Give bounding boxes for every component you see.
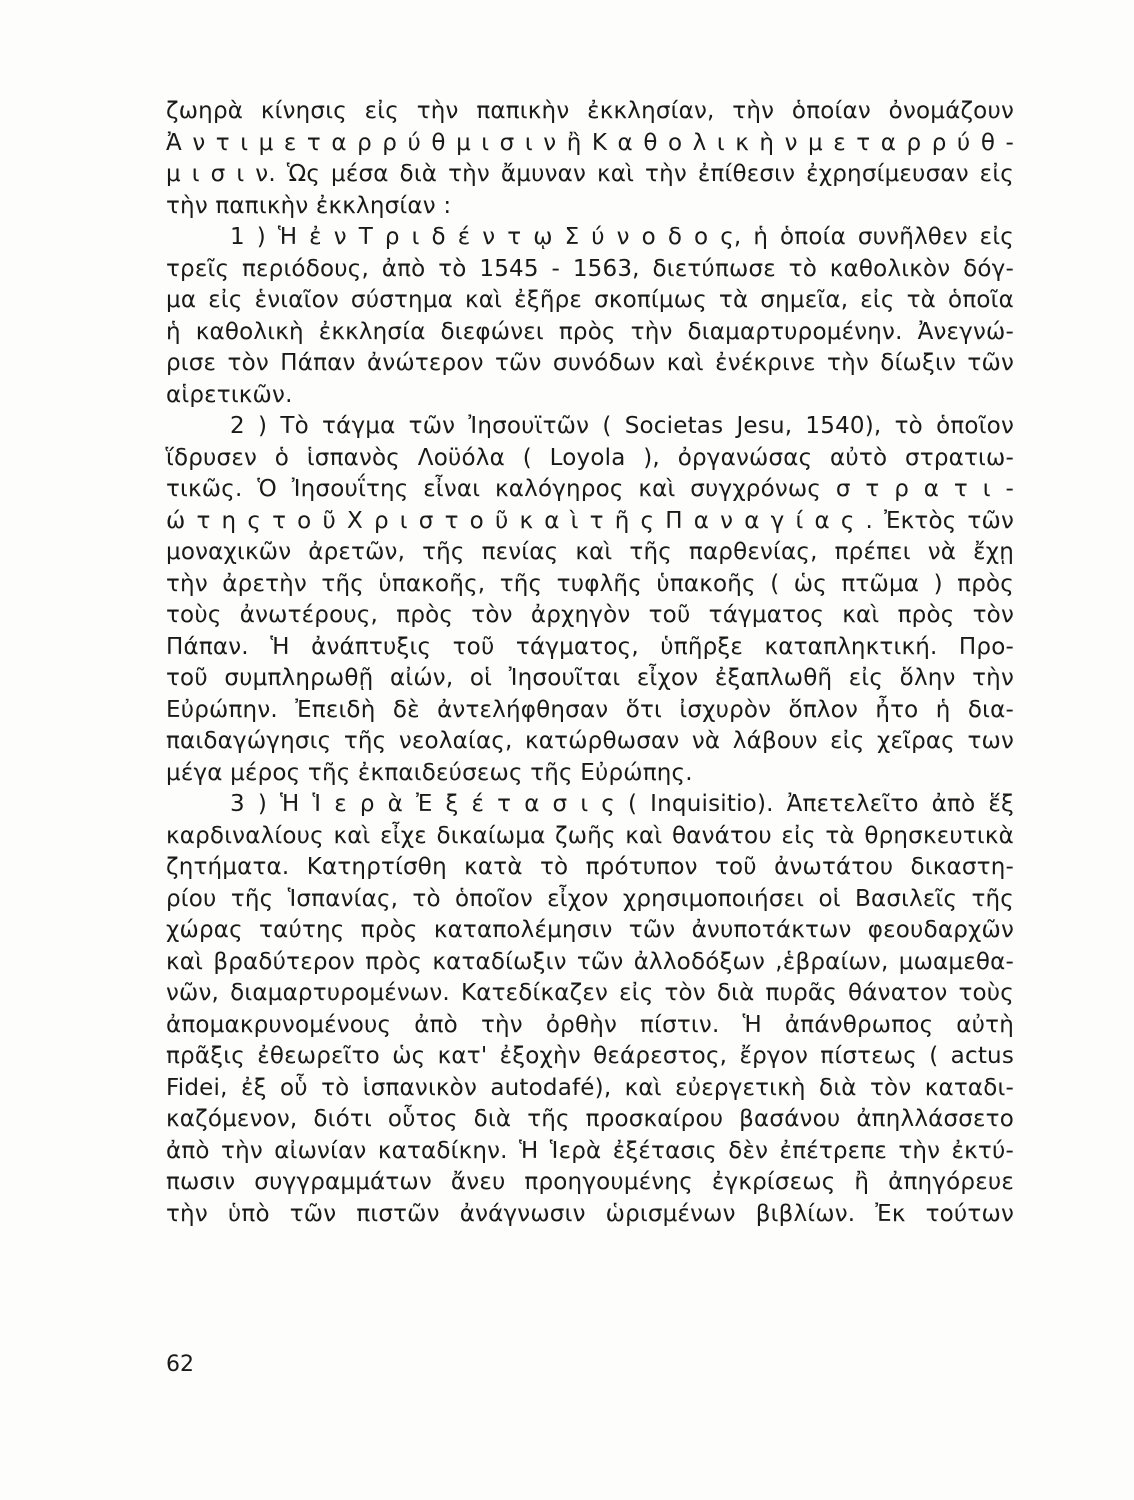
body-text [166,96,1014,1230]
text-line: καρδιναλίους καὶ εἶχε δικαίωμα ζωῆς καὶ θανάτου εἰς τὰ θρησκευτικὰ [166,822,1014,849]
text-line: Fidei, ἐξ οὗ τὸ ἱσπανικὸν autodafé), καὶ εὐεργετικὴ διὰ τὸν καταδι- [166,1074,1014,1101]
text-line-paragraph-2: 2 ) Τὸ τάγμα τῶν Ἰησουϊτῶν ( Societas Jesu, 1540), τὸ ὁποῖον [230,413,1014,439]
text-line: αἱρετικῶν. [166,381,293,408]
text-line: Ἀ ν τ ι μ ε τ α ρ ρ ύ θ μ ι σ ι ν ἢ Κ α θ ο λ ι κ ὴ ν μ ε τ α ρ ρ ύ θ - [166,129,1014,156]
text-line-paragraph-1: 1 ) Ἡ ἐ ν Τ ρ ι δ έ ν τ ῳ Σ ύ ν ο δ ο ς, ἡ ὁποία συνῆλθεν εἰς [230,224,1014,250]
text-line: ἵδρυσεν ὁ ἱσπανὸς Λοϋόλα ( Loyola ), ὀργανώσας αὐτὸ στρατιω- [166,444,1014,471]
text-line: ώ τ η ς τ ο ῦ Χ ρ ι σ τ ο ῦ κ α ὶ τ ῆ ς Π α ν α γ ί α ς . Ἐκτὸς τῶν [166,507,1014,534]
text-line: καὶ βραδύτερον πρὸς καταδίωξιν τῶν ἀλλοδόξων ,ἑβραίων, μωαμεθα- [166,948,1014,975]
text-line: τοὺς ἀνωτέρους, πρὸς τὸν ἀρχηγὸν τοῦ τάγματος καὶ πρὸς τὸν [166,602,1014,628]
text-line: ρίου τῆς Ἱσπανίας, τὸ ὁποῖον εἶχον χρησιμοποιήσει οἱ Βασιλεῖς τῆς [166,885,1014,912]
text-line: τρεῖς περιόδους, ἀπὸ τὸ 1545 - 1563, διετύπωσε τὸ καθολικὸν δόγ- [166,255,1014,282]
text-line: μ ι σ ι ν. Ὡς μέσα διὰ τὴν ἄμυναν καὶ τὴν ἐπίθεσιν ἐχρησίμευσαν εἰς [166,161,1014,187]
text-line: μοναχικῶν ἀρετῶν, τῆς πενίας καὶ τῆς παρθενίας, πρέπει νὰ ἔχῃ [166,539,1014,565]
page-number: 62 [166,1352,194,1377]
text-line: ἀπομακρυνομένους ἀπὸ τὴν ὀρθὴν πίστιν. Ἡ ἀπάνθρωπος αὐτὴ [166,1011,1014,1038]
text-line: μα εἰς ἑνιαῖον σύστημα καὶ ἐξῆρε σκοπίμως τὰ σημεῖα, εἰς τὰ ὁποῖα [166,287,1014,313]
text-line: χώρας ταύτης πρὸς καταπολέμησιν τῶν ἀνυποτάκτων φεουδαρχῶν [166,917,1014,943]
text-line: ἡ καθολικὴ ἐκκλησία διεφώνει πρὸς τὴν διαμαρτυρομένην. Ἀνεγνώ- [166,318,1014,345]
text-line: πωσιν συγγραμμάτων ἄνευ προηγουμένης ἐγκρίσεως ἢ ἀπηγόρευε [166,1169,1014,1195]
text-line-paragraph-3: 3 ) Ἡ Ἱ ε ρ ὰ Ἐ ξ έ τ α σ ι ς ( Inquisitio). Ἀπετελεῖτο ἀπὸ ἕξ [230,791,1014,817]
text-line: ζητήματα. Κατηρτίσθη κατὰ τὸ πρότυπον τοῦ ἀνωτάτου δικαστη- [166,854,1014,880]
text-line: ζωηρὰ κίνησις εἰς τὴν παπικὴν ἐκκλησίαν, τὴν ὁποίαν ὀνομάζουν [166,98,1014,124]
text-line: τοῦ συμπληρωθῇ αἰών, οἱ Ἰησουῖται εἶχον ἐξαπλωθῆ εἰς ὅλην τὴν [166,665,1014,691]
text-line: Πάπαν. Ἡ ἀνάπτυξις τοῦ τάγματος, ὑπῆρξε καταπληκτική. Προ- [166,633,1014,660]
text-line: πρᾶξις ἐθεωρεῖτο ὡς κατ' ἐξοχὴν θεάρεστος, ἔργον πίστεως ( actus [166,1043,1014,1069]
text-line: νῶν, διαμαρτυρομένων. Κατεδίκαζεν εἰς τὸν διὰ πυρᾶς θάνατον τοὺς [166,980,1014,1006]
text-line: Εὐρώπην. Ἐπειδὴ δὲ ἀντελήφθησαν ὅτι ἰσχυρὸν ὅπλον ἦτο ἡ δια- [166,696,1014,723]
text-line: ἀπὸ τὴν αἰωνίαν καταδίκην. Ἡ Ἱερὰ ἐξέτασις δὲν ἐπέτρεπε τὴν ἐκτύ- [166,1137,1014,1164]
text-line: τὴν παπικὴν ἐκκλησίαν : [166,192,452,219]
text-line: τὴν ὑπὸ τῶν πιστῶν ἀνάγνωσιν ὡρισμένων βιβλίων. Ἐκ τούτων [166,1200,1014,1227]
text-line: ρισε τὸν Πάπαν ἀνώτερον τῶν συνόδων καὶ ἐνέκρινε τὴν δίωξιν τῶν [166,350,1014,376]
text-line: παιδαγώγησις τῆς νεολαίας, κατώρθωσαν νὰ λάβουν εἰς χεῖρας των [166,728,1014,754]
text-line: τικῶς. Ὁ Ἰησουΐτης εἶναι καλόγηρος καὶ συγχρόνως σ τ ρ α τ ι - [166,476,1014,502]
text-line: τὴν ἀρετὴν τῆς ὑπακοῆς, τῆς τυφλῆς ὑπακοῆς ( ὡς πτῶμα ) πρὸς [166,570,1014,597]
text-line: μέγα μέρος τῆς ἐκπαιδεύσεως τῆς Εὐρώπης. [166,759,693,786]
text-line: καζόμενον, διότι οὗτος διὰ τῆς προσκαίρου βασάνου ἀπηλλάσσετο [166,1106,1014,1132]
